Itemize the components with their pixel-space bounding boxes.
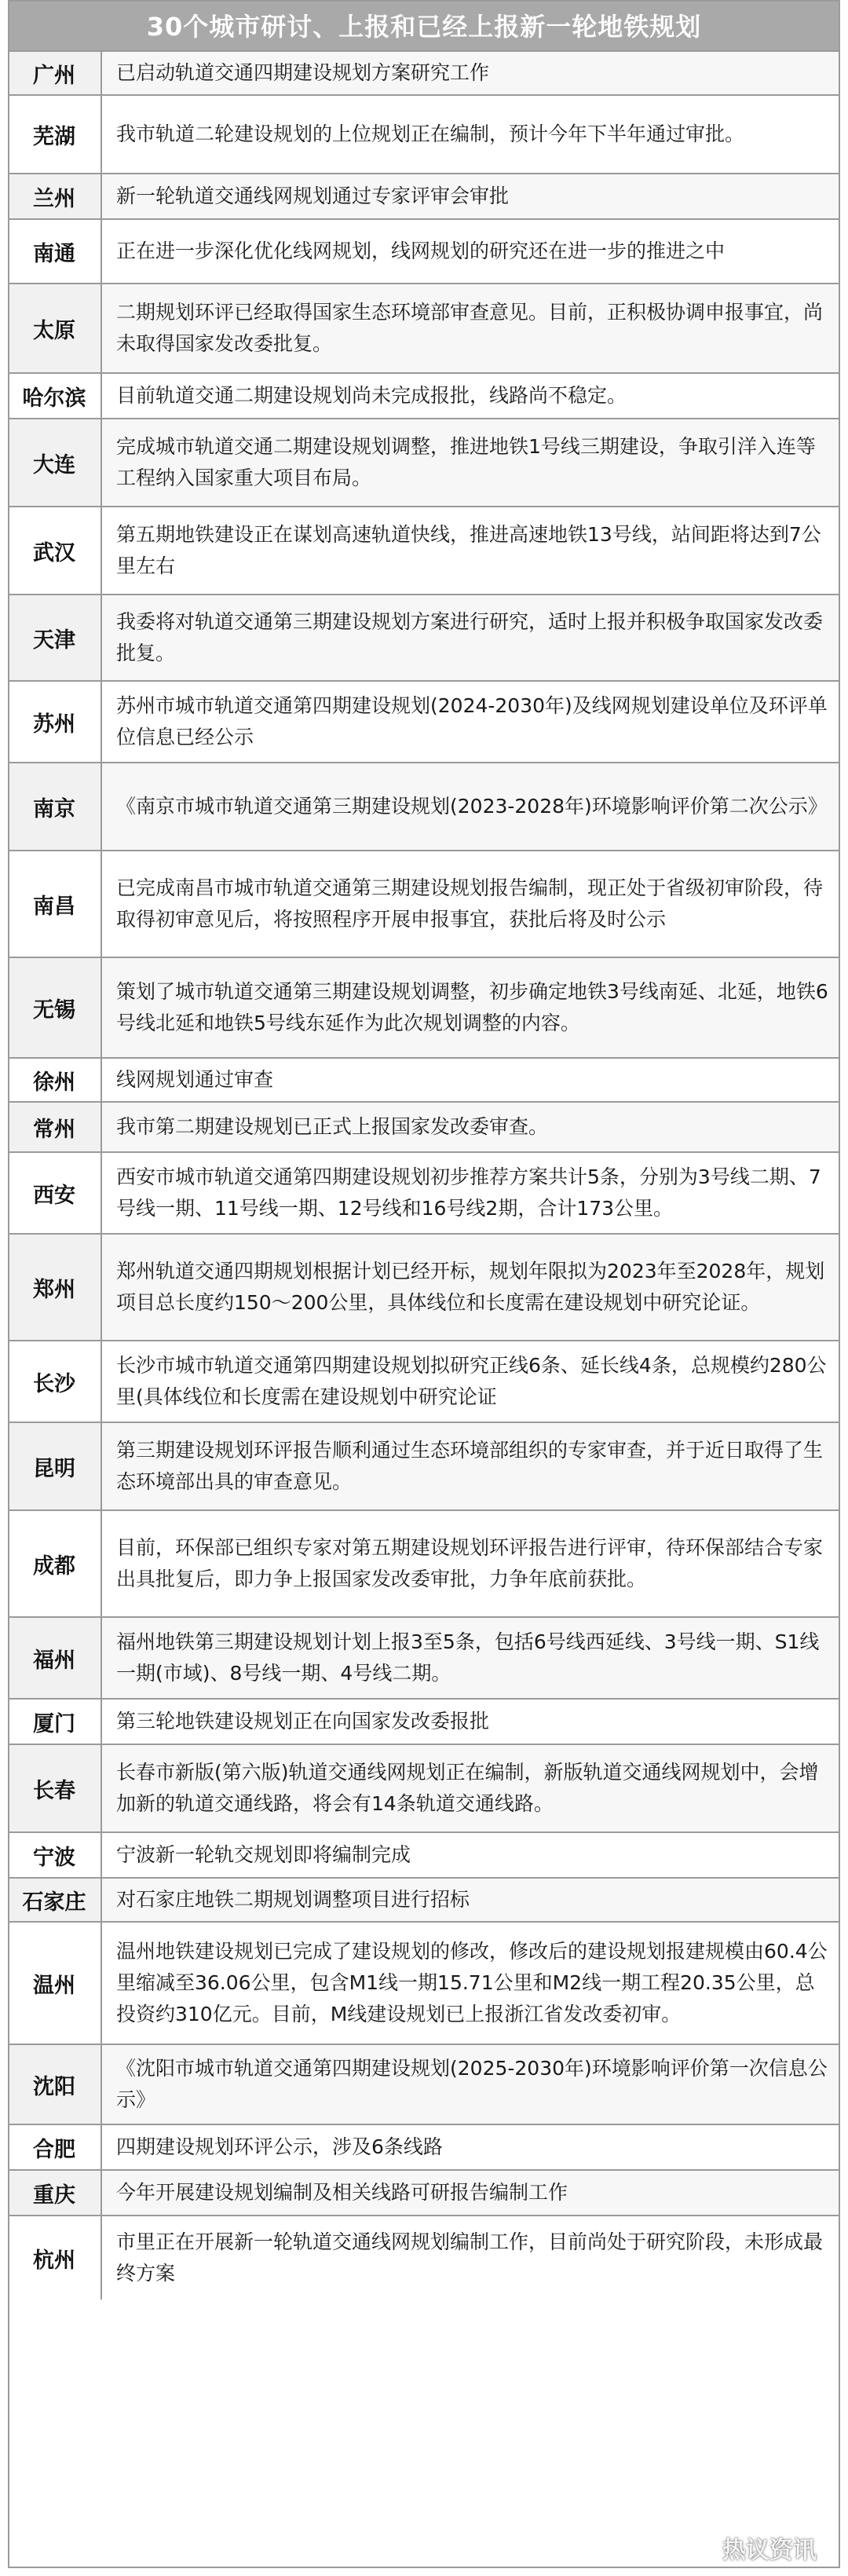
plan-description: 四期建设规划环评公示，涉及6条线路: [102, 2125, 840, 2169]
city-name: 成都: [8, 1511, 102, 1616]
city-name: 广州: [8, 52, 102, 94]
plan-description: 长春市新版(第六版)轨道交通线网规划正在编制，新版轨道交通线网规划中，会增加新的轨道交通线路，将会有14条轨道交通线路。: [102, 1745, 840, 1831]
city-name: 长春: [8, 1745, 102, 1831]
plan-description: 目前，环保部已组织专家对第五期建设规划环评报告进行评审，待环保部结合专家出具批复后，即力争上报国家发改委审批，力争年底前获批。: [102, 1511, 840, 1616]
plan-description: 市里正在开展新一轮轨道交通线网规划编制工作，目前尚处于研究阶段，未形成最终方案: [102, 2216, 840, 2300]
plan-description: 完成城市轨道交通二期建设规划调整，推进地铁1号线三期建设，争取引洋入连等工程纳入国家重大项目布局。: [102, 419, 840, 506]
plan-description: 新一轮轨道交通线网规划通过专家评审会审批: [102, 174, 840, 218]
plan-description: 我委将对轨道交通第三期建设规划方案进行研究，适时上报并积极争取国家发改委批复。: [102, 595, 840, 680]
city-name: 沈阳: [8, 2045, 102, 2124]
city-name: 昆明: [8, 1423, 102, 1509]
plan-description: 福州地铁第三期建设规划计划上报3至5条，包括6号线西延线、3号线一期、S1线一期(市域)、8号线一期、4号线二期。: [102, 1618, 840, 1698]
city-name: 杭州: [8, 2216, 102, 2300]
plan-description: 苏州市城市轨道交通第四期建设规划(2024-2030年)及线网规划建设单位及环评单位信息已经公示: [102, 682, 840, 762]
plan-description: 第三期建设规划环评报告顺利通过生态环境部组织的专家审查，并于近日取得了生态环境部出具的审查意见。: [102, 1423, 840, 1509]
plan-description: 第五期地铁建设正在谋划高速轨道快线，推进高速地铁13号线，站间距将达到7公里左右: [102, 507, 840, 594]
plan-description: 二期规划环评已经取得国家生态环境部审查意见。目前，正积极协调申报事宜，尚未取得国家发改委批复。: [102, 284, 840, 372]
city-name: 无锡: [8, 958, 102, 1057]
city-name: 大连: [8, 419, 102, 506]
plan-description: 长沙市城市轨道交通第四期建设规划拟研究正线6条、延长线4条，总规模约280公里(具体线位和长度需在建设规划中研究论证: [102, 1341, 840, 1422]
city-name: 南京: [8, 763, 102, 850]
city-name: 宁波: [8, 1833, 102, 1877]
plan-description: 已完成南昌市城市轨道交通第三期建设规划报告编制，现正处于省级初审阶段，待取得初审意见后，将按照程序开展申报事宜，获批后将及时公示: [102, 851, 840, 957]
city-name: 合肥: [8, 2125, 102, 2169]
plan-description: 我市第二期建设规划已正式上报国家发改委审查。: [102, 1103, 840, 1151]
city-name: 温州: [8, 1923, 102, 2044]
plan-description: 西安市城市轨道交通第四期建设规划初步推荐方案共计5条，分别为3号线二期、7号线一期、11号线一期、12号线和16号线2期，合计173公里。: [102, 1153, 840, 1233]
city-name: 芜湖: [8, 96, 102, 173]
city-name: 福州: [8, 1618, 102, 1698]
city-name: 常州: [8, 1103, 102, 1151]
plan-description: 温州地铁建设规划已完成了建设规划的修改，修改后的建设规划报建规模由60.4公里缩减至36.06公里，包含M1线一期15.71公里和M2线一期工程20.35公里，总投资约310亿元。目前，M线建设规划已上报浙江省发改委初审。: [102, 1923, 840, 2044]
watermark: 热议资讯: [722, 2537, 817, 2564]
city-name: 天津: [8, 595, 102, 680]
city-name: 西安: [8, 1153, 102, 1233]
plan-description: 对石家庄地铁二期规划调整项目进行招标: [102, 1879, 840, 1921]
plan-description: 郑州轨道交通四期规划根据计划已经开标，规划年限拟为2023年至2028年，规划项目总长度约150～200公里，具体线位和长度需在建设规划中研究论证。: [102, 1235, 840, 1340]
plan-description: 第三轮地铁建设规划正在向国家发改委报批: [102, 1700, 840, 1744]
plan-description: 已启动轨道交通四期建设规划方案研究工作: [102, 52, 840, 94]
city-name: 太原: [8, 284, 102, 372]
plan-description: 线网规划通过审查: [102, 1059, 840, 1101]
plan-description: 目前轨道交通二期建设规划尚未完成报批，线路尚不稳定。: [102, 374, 840, 418]
city-name: 厦门: [8, 1700, 102, 1744]
table-title: 30个城市研讨、上报和已经上报新一轮地铁规划: [8, 0, 840, 50]
city-name: 兰州: [8, 174, 102, 218]
city-name: 哈尔滨: [8, 374, 102, 418]
city-name: 徐州: [8, 1059, 102, 1101]
city-name: 郑州: [8, 1235, 102, 1340]
plan-description: 《南京市城市轨道交通第三期建设规划(2023-2028年)环境影响评价第二次公示》: [102, 763, 840, 850]
plan-description: 宁波新一轮轨交规划即将编制完成: [102, 1833, 840, 1877]
plan-description: 《沈阳市城市轨道交通第四期建设规划(2025-2030年)环境影响评价第一次信息公示》: [102, 2045, 840, 2124]
city-name: 南通: [8, 220, 102, 283]
plan-description: 今年开展建设规划编制及相关线路可研报告编制工作: [102, 2171, 840, 2215]
plan-description: 策划了城市轨道交通第三期建设规划调整，初步确定地铁3号线南延、北延，地铁6号线北延和地铁5号线东延作为此次规划调整的内容。: [102, 958, 840, 1057]
city-name: 武汉: [8, 507, 102, 594]
plan-description: 我市轨道二轮建设规划的上位规划正在编制，预计今年下半年通过审批。: [102, 96, 840, 173]
plan-description: 正在进一步深化优化线网规划，线网规划的研究还在进一步的推进之中: [102, 220, 840, 283]
city-name: 长沙: [8, 1341, 102, 1422]
city-name: 重庆: [8, 2171, 102, 2215]
city-name: 南昌: [8, 851, 102, 957]
table-frame: [8, 0, 840, 2568]
city-name: 石家庄: [8, 1879, 102, 1921]
city-name: 苏州: [8, 682, 102, 762]
